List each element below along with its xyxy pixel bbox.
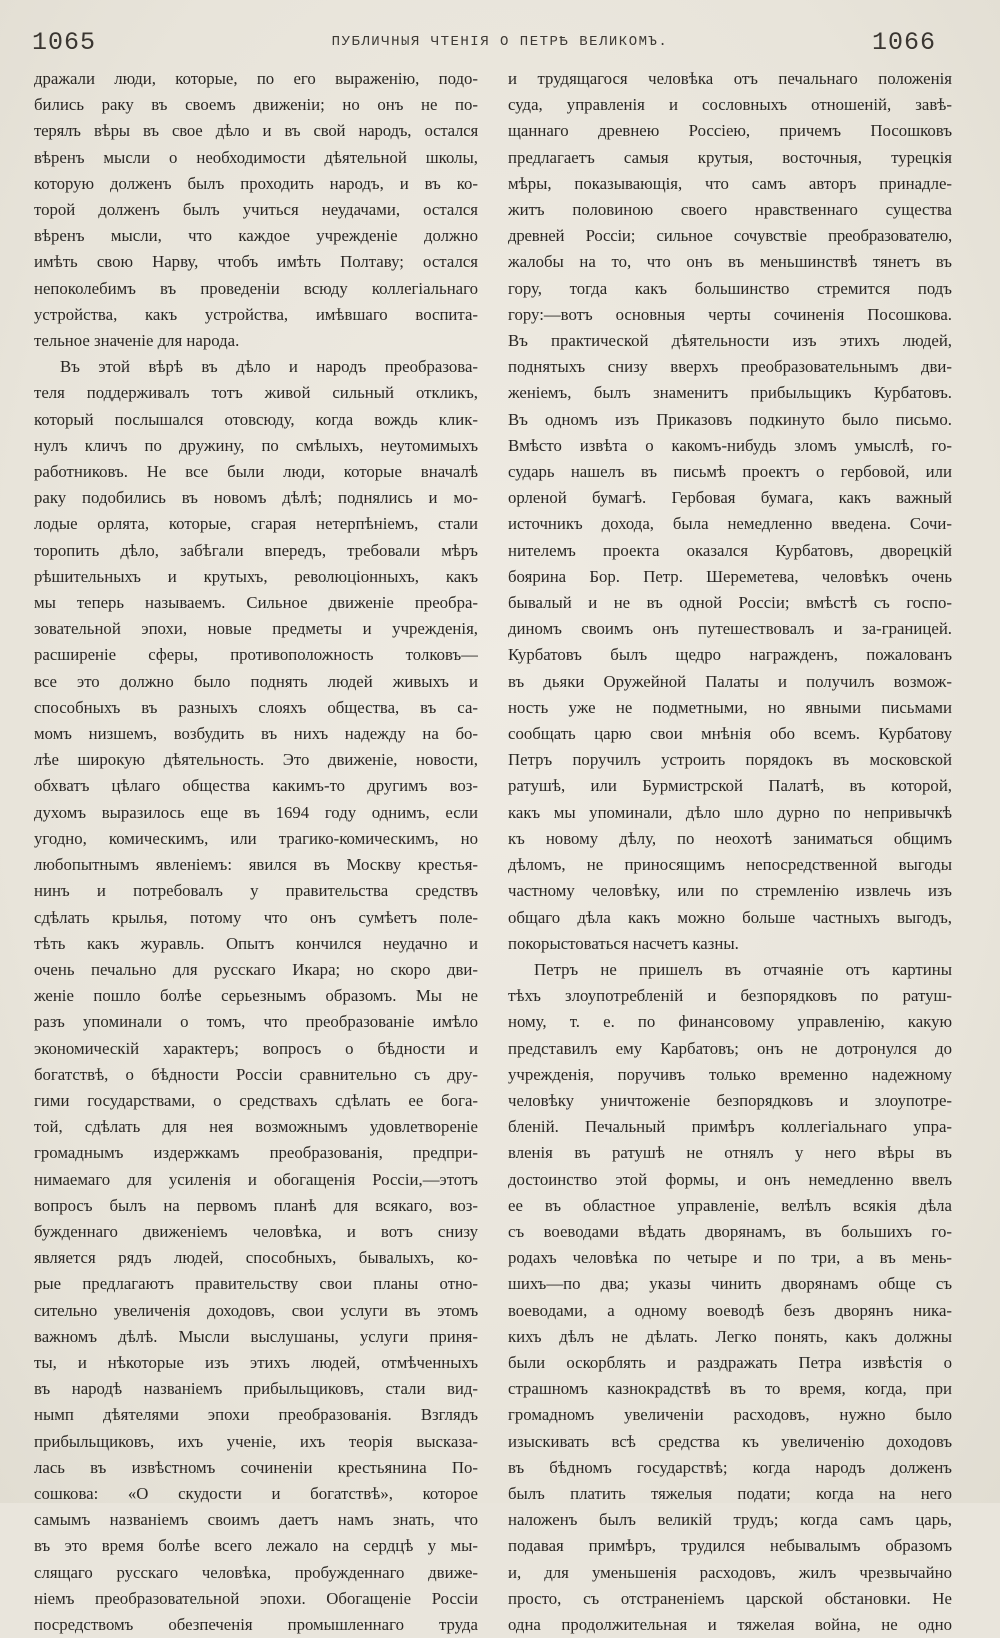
text-line: съ воеводами вѣдать дворянамъ, въ большихъ го-	[508, 1221, 952, 1241]
text-line: въ дьяки Оружейной Палаты и получилъ возмож-	[508, 671, 952, 691]
text-line: бужденнаго движеніемъ человѣка, и вотъ снизу	[34, 1221, 478, 1241]
text-line: и, для уменьшенія расходовъ, жилъ чрезвычайно	[508, 1562, 952, 1582]
text-line: Петръ поручилъ устроить порядокъ въ московской	[508, 750, 952, 770]
text-line: лѣе широкую дѣятельность. Это движеніе, новости,	[34, 750, 478, 770]
text-line: гору:—вотъ основныя черты сочиненія Посошкова.	[508, 304, 952, 324]
text-line: боярина Бор. Петр. Шереметева, человѣкъ очень	[508, 566, 952, 586]
text-line: нинъ и потребовалъ у правительства средствъ	[34, 881, 478, 901]
text-line: сообщать царю свои мнѣнія обо всемъ. Курбатову	[508, 724, 952, 744]
text-line: громаднымъ издержкамъ преобразованія, предпри-	[34, 1143, 478, 1163]
text-line: орленой бумагѣ. Гербовая бумага, какъ важный	[508, 488, 952, 508]
text-line: кихъ дѣлъ не дѣлать. Легко понять, какъ должны	[508, 1326, 952, 1346]
text-line: теля поддерживалъ тотъ живой сильный откликъ,	[34, 383, 478, 403]
text-line: Въ одномъ изъ Приказовъ подкинуто было письмо.	[508, 409, 952, 429]
left-text-column	[34, 66, 478, 1638]
text-line: богатствѣ, о бѣдности Россіи сравнительно съ дру-	[34, 1064, 478, 1084]
text-line: какъ мы упоминали, дѣло шло дурно по непривычкѣ	[508, 802, 952, 822]
text-line: обхватъ цѣлаго общества какимъ-то другимъ воз-	[34, 776, 478, 796]
text-line: былъ платить тяжелыя подати; когда на него	[508, 1483, 952, 1503]
text-line: Курбатовъ былъ щедро награжденъ, пожалованъ	[508, 645, 952, 665]
text-line: является рядъ людей, способныхъ, бывалыхъ, ко-	[34, 1248, 478, 1268]
text-line: тельное значеніе для народа.	[34, 331, 240, 351]
running-title: ПУБЛИЧНЫЯ ЧТЕНІЯ О ПЕТРѢ ВЕЛИКОМЪ.	[331, 34, 669, 50]
text-line: момъ низшемъ, возбудить въ нихъ надежду на бо-	[34, 724, 478, 744]
text-line: ратушѣ, или Бурмистрской Палатѣ, въ которой,	[508, 776, 952, 796]
text-line: ному, т. е. по финансовому управленію, какую	[508, 1012, 952, 1032]
text-line: Въ этой вѣрѣ въ дѣло и народъ преобразова-	[60, 357, 478, 377]
text-line: Петръ не пришелъ въ отчаяніе отъ картины	[534, 959, 952, 979]
text-line: ее въ областное управленіе, велѣлъ всякія дѣла	[508, 1195, 952, 1215]
text-line: дѣломъ, не приносящимъ непосредственной выгоды	[508, 855, 952, 875]
text-line: Вмѣсто извѣта о какомъ-нибудь зломъ умыслѣ, го-	[508, 435, 952, 455]
text-line: въ бѣдномъ государствѣ; когда народъ долженъ	[508, 1457, 952, 1477]
text-line: сошкова: «О скудости и богатствѣ», которое	[34, 1483, 478, 1503]
text-line: ность уже не подметными, но явными письмами	[508, 697, 952, 717]
text-line: духомъ выразилось еще въ 1694 году однимъ, если	[34, 802, 478, 822]
text-line: въ народѣ названіемъ прибыльщиковъ, стали вид-	[34, 1379, 478, 1399]
text-line: важномъ дѣлѣ. Мысли выслушаны, услуги приня-	[34, 1326, 478, 1346]
text-line: одна продолжительная и тяжелая война, не одно	[508, 1614, 952, 1634]
text-line: тѣть какъ журавль. Опытъ кончился неудачно и	[34, 933, 478, 953]
text-line: ты, и нѣкоторые изъ этихъ людей, отмѣченныхъ	[34, 1352, 478, 1372]
text-line: лодые орлята, которые, сгарая нетерпѣніемъ, стали	[34, 514, 478, 534]
text-line: женіе пошло болѣе серьезнымъ образомъ. Мы не	[34, 986, 478, 1006]
text-line: покорыстоваться насчетъ казны.	[508, 933, 739, 953]
text-line: древней Россіи; сильное сочувствіе преобразователю,	[508, 226, 952, 246]
text-line: щаннаго древнею Россіею, причемъ Посошковъ	[508, 121, 952, 141]
text-line: любопытнымъ явленіемъ: явился въ Москву крестья-	[34, 855, 478, 875]
right-text-column	[508, 66, 952, 1638]
text-line: къ новому дѣлу, по неохотѣ заниматься общимъ	[508, 828, 952, 848]
text-line: родахъ человѣка по четыре и по три, а въ мень-	[508, 1248, 952, 1268]
text-line: мы теперь называемъ. Сильное движеніе преобра-	[34, 593, 478, 613]
text-line: торопить дѣло, забѣгали впередъ, требовали мѣръ	[34, 540, 478, 560]
text-line: бились раку въ своемъ движеніи; но онъ не по-	[34, 95, 478, 115]
text-line: угодно, комическимъ, или трагико-комическимъ, но	[34, 828, 478, 848]
text-line: вопросъ былъ на первомъ планѣ для всякаго, воз-	[34, 1195, 478, 1215]
text-line: учрежденія, поручивъ только временно надежному	[508, 1064, 952, 1084]
text-line: вѣренъ мысли о необходимости дѣятельной школы,	[34, 147, 478, 167]
text-line: непоколебимъ въ проведеніи всюду коллегіальнаго	[34, 278, 478, 298]
text-line: изыскивать всѣ средства къ увеличенію доходовъ	[508, 1431, 952, 1451]
text-line: и трудящагося человѣка отъ печальнаго положенія	[508, 69, 952, 88]
text-line: устройства, какъ устройства, имѣвшаго воспита-	[34, 304, 478, 324]
text-line: жалобы на то, что онъ въ меньшинствѣ тянетъ въ	[508, 252, 952, 272]
text-line: зовательной эпохи, новые предметы и учрежденія,	[34, 619, 478, 639]
text-line: очень печально для русскаго Икара; но скоро дви-	[34, 959, 478, 979]
text-line: бленій. Печальный примѣръ коллегіальнаго упра-	[508, 1117, 952, 1137]
page-number-left: 1065	[32, 28, 97, 57]
text-line: той, сдѣлать для нея возможнымъ удовлетвореніе	[34, 1117, 478, 1137]
text-line: просто, съ отстраненіемъ царской обстановки. Не	[508, 1588, 952, 1608]
text-line: источникъ дохода, была немедленно введена. Сочи-	[508, 514, 952, 534]
text-line: достоинство этой формы, и онъ немедленно ввелъ	[508, 1169, 952, 1189]
text-line: гими государствами, о средствахъ сдѣлать ее бога-	[34, 1090, 478, 1110]
text-line: подавая примѣръ, трудился небывалымъ образомъ	[508, 1536, 952, 1556]
text-line: бывалый и не въ одной Россіи; вмѣстѣ съ госпо-	[508, 593, 952, 613]
text-line: вѣренъ мысли, что каждое учрежденіе должно	[34, 226, 478, 246]
text-line: самымъ названіемъ своимъ даетъ намъ знать, что	[34, 1510, 478, 1530]
text-line: сударь нашелъ въ письмѣ проектъ о гербовой, или	[508, 462, 952, 482]
text-line: шихъ—по два; указы чинить дворянамъ обще съ	[508, 1274, 952, 1294]
text-line: прибыльщиковъ, ихъ ученіе, ихъ теорія высказа-	[34, 1431, 478, 1451]
text-line: суда, управленія и сословныхъ отношеній, завѣ-	[508, 95, 952, 115]
text-line: сдѣлать крылья, потому что онъ сумѣетъ поле-	[34, 907, 478, 927]
text-line: рые предлагаютъ правительству свои планы отно-	[34, 1274, 478, 1294]
text-line: ніемъ преобразовательной эпохи. Обогащеніе Россіи	[34, 1588, 478, 1608]
text-line: рѣшительныхъ и крутыхъ, революціонныхъ, какъ	[34, 566, 478, 586]
text-line: страшномъ казнокрадствѣ въ то время, когда, при	[508, 1379, 952, 1399]
text-line: Въ практической дѣятельности изъ этихъ людей,	[508, 331, 952, 351]
text-line: работниковъ. Не все были люди, которые вначалѣ	[34, 462, 478, 482]
text-line: которую долженъ былъ проходить народъ, и въ ко-	[34, 173, 478, 193]
text-line: имѣть свою Нарву, чтобъ имѣть Полтаву; остался	[34, 252, 478, 272]
text-line: поднятыхъ снизу вверхъ преобразовательнымъ дви-	[508, 357, 952, 377]
text-line: въ это время болѣе всего лежало на сердцѣ у мы-	[34, 1536, 478, 1556]
text-line: нимаемаго для усиленія и обогащенія Россіи,—этотъ	[34, 1169, 478, 1189]
text-line: вленія въ ратушѣ не отнялъ у него вѣры въ	[508, 1143, 952, 1163]
text-line: лась въ извѣстномъ сочиненіи крестьянина По-	[34, 1457, 478, 1477]
text-line: диномъ своимъ онъ путешествовалъ и за-границей.	[508, 619, 952, 639]
text-line: предлагаетъ самыя крутыя, восточныя, турецкія	[508, 147, 952, 167]
text-line: нителемъ проекта оказался Курбатовъ, дворецкій	[508, 540, 952, 560]
text-line: воеводами, а одному воеводѣ безъ дворянъ ника-	[508, 1300, 952, 1320]
text-line: тѣхъ злоупотребленій и безпорядковъ по ратуш-	[508, 986, 952, 1006]
text-line: житъ половиною своего нравственнаго существа	[508, 200, 952, 220]
text-line: слящаго русскаго человѣка, пробужденнаго движе-	[34, 1562, 478, 1582]
page-number-right: 1066	[871, 28, 936, 57]
text-line: который послышался отовсюду, когда вождь клик-	[34, 409, 478, 429]
text-line: расширеніе сферы, противоположность толковъ—	[34, 645, 478, 665]
text-line: сительно увеличенія доходовъ, свои услуги въ этомъ	[34, 1300, 478, 1320]
text-line: частному человѣку, или по стремленію извлечь изъ	[508, 881, 952, 901]
text-line: все это должно было поднять людей живыхъ и	[34, 671, 478, 691]
text-line: женіемъ, былъ знаменитъ прибыльщикъ Курбатовъ.	[508, 383, 952, 403]
text-line: экономическій характеръ; вопросъ о бѣдности и	[34, 1038, 478, 1058]
text-line: были оскорблять и раздражать Петра извѣстія о	[508, 1352, 952, 1372]
text-line: наложенъ былъ великій трудъ; когда самъ царь,	[508, 1510, 952, 1530]
text-line: раку подобились въ новомъ дѣлѣ; поднялись и мо-	[34, 488, 478, 508]
text-line: гору, тогда какъ большинство стремится подъ	[508, 278, 952, 298]
text-line: представилъ ему Карбатовъ; онъ не дотронулся до	[508, 1038, 952, 1058]
text-line: разъ упоминали о томъ, что преобразованіе имѣло	[34, 1012, 478, 1032]
text-line: человѣку уничтоженіе безпорядковъ и злоупотре-	[508, 1090, 952, 1110]
text-line: громадномъ увеличеніи расходовъ, нужно было	[508, 1405, 952, 1425]
text-line: нулъ кличъ по дружину, по смѣлыхъ, неутомимыхъ	[34, 435, 478, 455]
text-line: общаго дѣла какъ можно больше частныхъ выгодъ,	[508, 907, 952, 927]
text-line: посредствомъ обезпеченія промышленнаго труда	[34, 1614, 478, 1634]
text-line: нымп дѣятелями эпохи преобразованія. Взглядъ	[34, 1405, 478, 1425]
text-line: торой долженъ былъ учиться неудачами, остался	[34, 200, 478, 220]
text-line: способныхъ въ разныхъ слояхъ общества, въ са-	[34, 697, 478, 717]
text-line: терялъ вѣры въ свое дѣло и въ свой народъ, остался	[34, 121, 478, 141]
text-line: дражали люди, которые, по его выраженію, подо-	[34, 69, 478, 88]
text-line: мѣры, показывающія, что самъ авторъ принадле-	[508, 173, 952, 193]
